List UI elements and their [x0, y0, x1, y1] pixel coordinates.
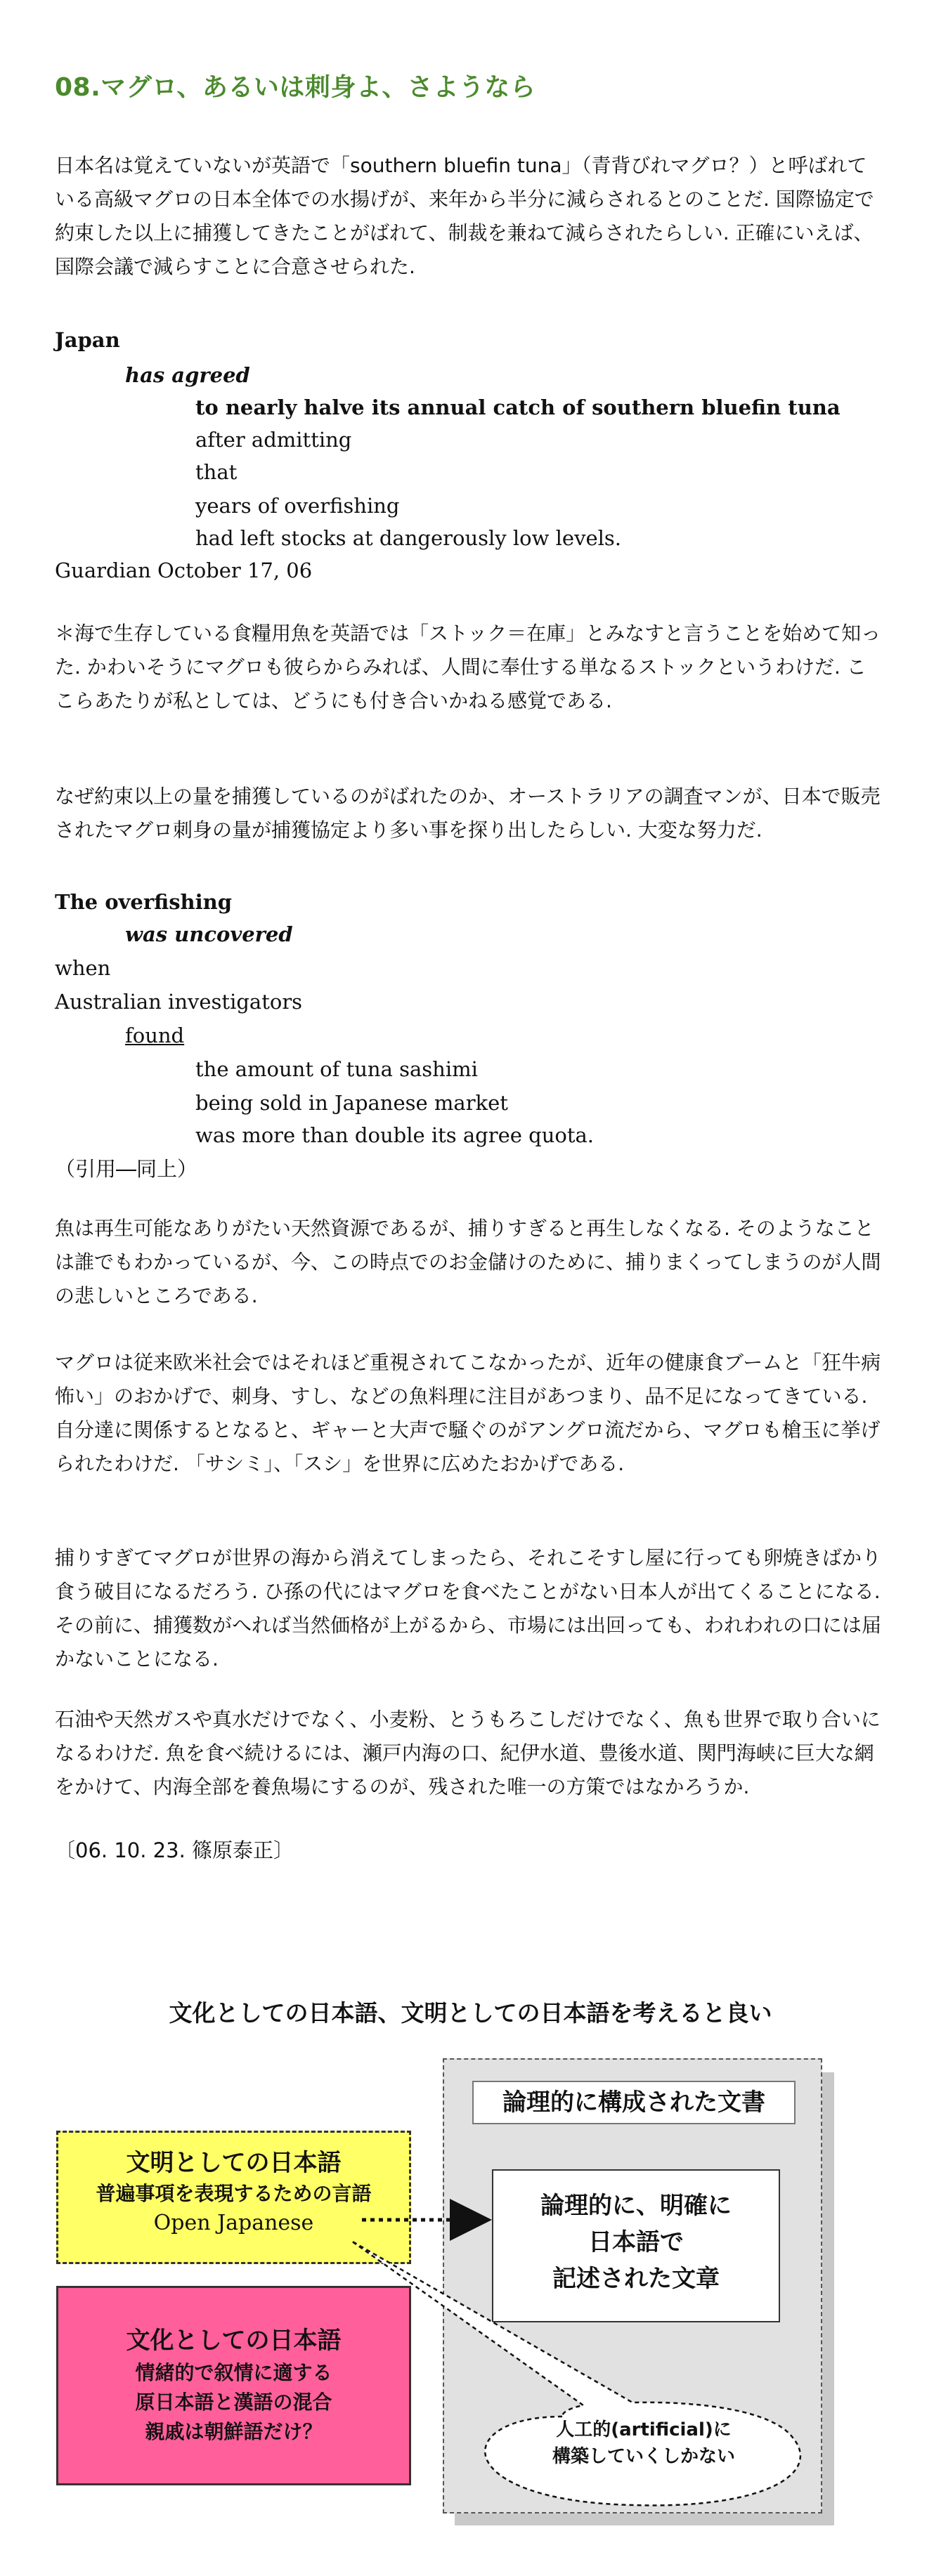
culture-heading: 文化としての日本語	[126, 2327, 342, 2355]
quote2-source: （引用―同上）	[55, 1157, 198, 1181]
quote2-line-4: Australian investigators	[55, 990, 303, 1014]
diagram-title: 文化としての日本語、文明としての日本語を考えると良い	[169, 1999, 772, 2027]
quote1-line-7: had left stocks at dangerously low levels.	[195, 526, 622, 550]
intro-paragraph: 日本名は覚えていないが英語で「southern bluefin tuna」（青背びれマグロ？）と呼ばれている高級マグロの日本全体での水揚げが、来年から半分に減らされるとのことだ. 国際協定で約束した以上に捕獲してきたことがばれて、制裁を兼ねて減らされたらしい. 正確にいえば、国際会議で減らすことに合意させられた.	[55, 154, 874, 278]
quote1-line-3: to nearly halve its annual catch of southern bluefin tuna	[195, 395, 841, 419]
article-title: 08.マグロ、あるいは刺身よ、さようなら	[55, 73, 536, 102]
stock-paragraph: ＊海で生存している食糧用魚を英語では「ストック＝在庫」とみなすと言うことを始めて知った. かわいそうにマグロも彼らからみれば、人間に奉仕する単なるストックというわけだ. ここらあたりが私としては、どうにも付き合いかねる感覚である.	[55, 622, 881, 712]
panel-header: 論理的に構成された文書	[472, 2081, 796, 2124]
bubble-text	[496, 2417, 791, 2470]
civilization-heading: 文明としての日本語	[126, 2149, 342, 2177]
culture-desc-1: 情緒的で叙情に適する	[135, 2361, 332, 2384]
clear-text-line-2: 日本語で	[588, 2228, 684, 2256]
civilization-desc: 普遍事項を表現するための言語	[96, 2182, 372, 2205]
quote2-line-1: The overfishing	[55, 890, 233, 914]
tuna-demand-paragraph: マグロは従来欧米社会ではそれほど重視されてこなかったが、近年の健康食ブームと「狂牛病怖い」のおかげで、刺身、すし、などの魚料理に注目があつまり、品不足になってきている. 自分達に関係するとなると、ギャーと大声で騒ぐのがアングロ流だから、マグロも槍玉に挙げられたわけだ. 「サシミ」、「スシ」を世界に広めたおかげである.	[55, 1351, 881, 1475]
quote1-line-5: that	[195, 460, 238, 484]
quote2-line-7: being sold in Japanese market	[195, 1091, 508, 1115]
quote1-line-2: has agreed	[125, 363, 250, 387]
culture-desc-2: 原日本語と漢語の混合	[135, 2391, 332, 2414]
investigation-paragraph: なぜ約束以上の量を捕獲しているのがばれたのか、オーストラリアの調査マンが、日本で販売されたマグロ刺身の量が捕獲協定より多い事を探り出したらしい. 大変な努力だ.	[55, 785, 881, 842]
quote2-line-2: was uncovered	[125, 922, 293, 946]
overfishing-paragraph: 捕りすぎてマグロが世界の海から消えてしまったら、それこそすし屋に行っても卵焼きばかり食う破目になるだろう. ひ孫の代にはマグロを食べたことがない日本人が出てくることになる. その前に、捕獲数がへれば当然価格が上がるから、市場には出回っても、われわれの口には届かないことになる.	[55, 1546, 882, 1671]
quote2-line-6: the amount of tuna sashimi	[195, 1057, 478, 1081]
quote2-line-5: found	[125, 1024, 185, 1047]
proposal-paragraph: 石油や天然ガスや真水だけでなく、小麦粉、とうもろこしだけでなく、魚も世界で取り合いになるわけだ. 魚を食べ続けるには、瀬戸内海の口、紀伊水道、豊後水道、関門海峡に巨大な網をかけて、内海全部を養魚場にするのが、残された唯一の方策ではなかろうか.	[55, 1708, 881, 1798]
quote2-line-3: when	[55, 956, 111, 980]
resource-paragraph: 魚は再生可能なありがたい天然資源であるが、捕りすぎると再生しなくなる. そのようなことは誰でもわかっているが、今、この時点でのお金儲けのために、捕りまくってしまうのが人間の悲しいところである.	[55, 1217, 881, 1307]
quote1-line-1: Japan	[55, 328, 120, 352]
culture-desc-3: 親戚は朝鮮語だけ？	[145, 2420, 323, 2443]
quote1-source: Guardian October 17, 06	[55, 558, 313, 582]
quote2-line-8: was more than double its agree quota.	[195, 1123, 595, 1147]
signature: 〔06. 10. 23. 篠原泰正〕	[55, 1838, 294, 1862]
quote1-line-4: after admitting	[195, 428, 352, 452]
bubble-line-1: 人工的(artificial)に	[556, 2419, 732, 2440]
bubble-line-2: 構築していくしかない	[552, 2446, 735, 2467]
clear-text-line-1: 論理的に、明確に	[540, 2192, 732, 2220]
quote1-line-6: years of overfishing	[195, 494, 400, 518]
clear-text-line-3: 記述された文章	[552, 2265, 720, 2293]
open-japanese-label: Open Japanese	[153, 2211, 314, 2235]
